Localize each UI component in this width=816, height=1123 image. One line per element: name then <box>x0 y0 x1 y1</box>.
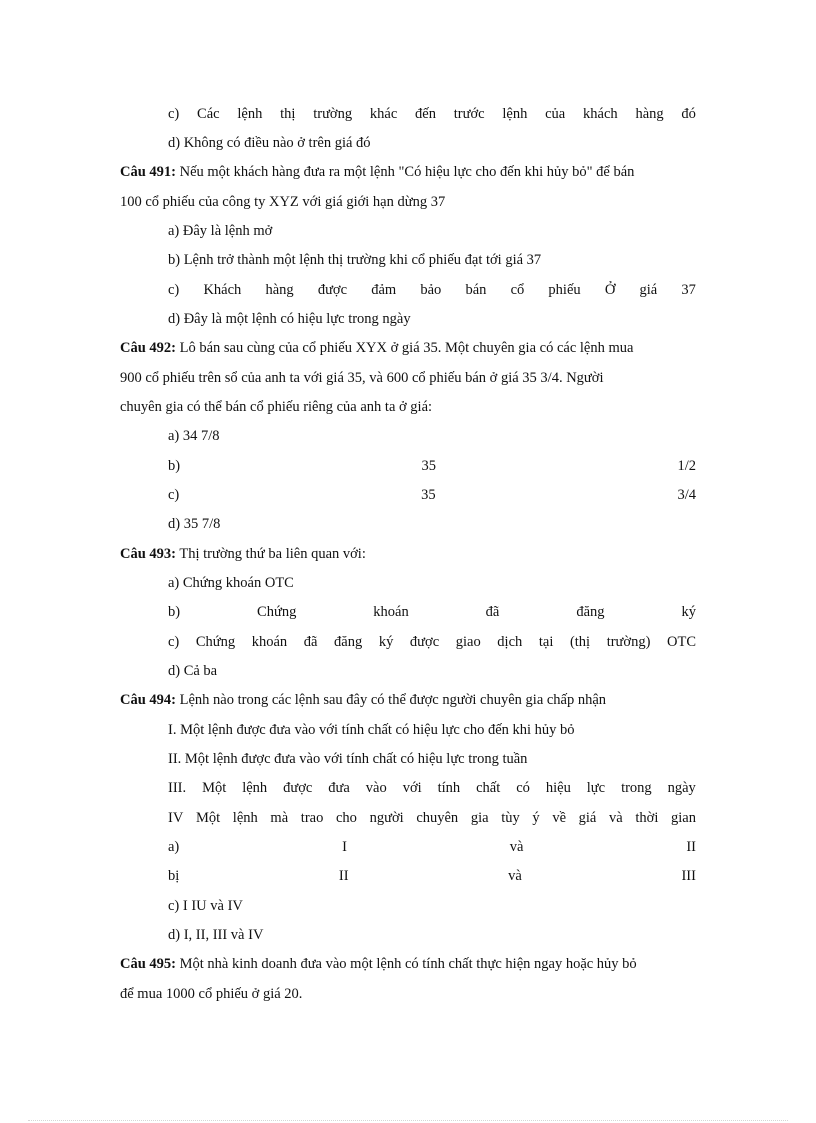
word: hàng <box>265 282 294 298</box>
word: cổ <box>510 282 525 298</box>
word: chất <box>476 780 501 796</box>
option-d-q494: d) I, II, III và IV <box>168 927 264 943</box>
word: ký <box>378 634 394 650</box>
word: giá <box>639 282 658 298</box>
option-b-q492 <box>168 455 696 477</box>
word: hàng <box>635 106 664 122</box>
statement-iii-q494 <box>168 777 696 799</box>
word: và <box>508 868 522 884</box>
word: về <box>552 810 566 826</box>
word: tính <box>437 780 461 796</box>
word: đến <box>415 106 436 122</box>
option-c-q493 <box>168 631 696 653</box>
word: c) <box>168 634 180 650</box>
option-a-q494 <box>168 836 696 858</box>
word: bị <box>168 868 180 884</box>
word: gia <box>470 810 489 826</box>
word: phiếu <box>548 282 581 298</box>
word: mà <box>270 810 289 826</box>
word: c) <box>168 106 180 122</box>
word: đó <box>681 106 696 122</box>
word: III. <box>168 780 187 796</box>
word: 35 <box>421 487 436 503</box>
question-text: Lô bán sau cùng của cổ phiếu XYX ở giá 35. Một chuyên gia có các lệnh mua <box>176 340 634 356</box>
word: ý <box>532 810 540 826</box>
word: b) <box>168 458 181 474</box>
word: 37 <box>681 282 696 298</box>
word: khoán <box>373 604 409 620</box>
word: lực <box>586 780 606 796</box>
word: c) <box>168 282 180 298</box>
word: trường <box>313 106 353 122</box>
word: trường) <box>606 634 651 650</box>
word: khoán <box>251 634 288 650</box>
statement-i-q494: I. Một lệnh được đưa vào với tính chất có hiệu lực cho đến khi hủy bỏ <box>168 722 575 738</box>
question-491 <box>120 161 696 183</box>
word: hiệu <box>545 780 571 796</box>
word: cho <box>336 810 357 826</box>
question-494 <box>120 689 696 711</box>
option-b-q494 <box>168 865 696 887</box>
word: khách <box>583 106 618 122</box>
word: 35 <box>421 458 437 474</box>
word: lệnh <box>242 780 268 796</box>
word: lệnh <box>237 106 263 122</box>
word: khác <box>369 106 398 122</box>
word: lệnh <box>232 810 258 826</box>
word: được <box>283 780 313 796</box>
word: IV <box>168 810 184 826</box>
word: giao <box>455 634 481 650</box>
word: ký <box>681 604 696 620</box>
word: tùy <box>501 810 520 826</box>
word: có <box>516 780 530 796</box>
question-label: Câu 495: <box>120 956 176 972</box>
option-d-q491: d) Đây là một lệnh có hiệu lực trong ngày <box>168 311 411 327</box>
word: Khách <box>203 282 242 298</box>
word: (thị <box>569 634 591 650</box>
word: trước <box>453 106 485 122</box>
word: giá <box>578 810 597 826</box>
option-c-q490 <box>168 103 696 125</box>
word: trong <box>621 780 652 796</box>
word: Chứng <box>257 604 297 620</box>
word: III <box>681 868 696 884</box>
question-label: Câu 493: <box>120 546 176 562</box>
question-491-cont: 100 cổ phiếu của công ty XYZ với giá giới hạn dừng 37 <box>120 194 446 210</box>
option-d-q492: d) 35 7/8 <box>168 516 221 532</box>
word: đăng <box>334 634 363 650</box>
statement-iv-q494 <box>168 807 696 829</box>
word: tại <box>538 634 554 650</box>
page-bottom-rule <box>28 1120 788 1121</box>
question-text: Nếu một khách hàng đưa ra một lệnh "Có hiệu lực cho đến khi hủy bỏ" để bán <box>176 164 635 180</box>
question-text: Thị trường thứ ba liên quan với: <box>176 546 366 562</box>
option-d-q490: d) Không có điều nào ở trên giá đó <box>168 135 371 151</box>
question-label: Câu 492: <box>120 340 176 356</box>
word: được <box>409 634 440 650</box>
word: đăng <box>576 604 605 620</box>
word: bán <box>465 282 487 298</box>
word: b) <box>168 604 181 620</box>
word: II <box>338 868 349 884</box>
word: đưa <box>328 780 350 796</box>
word: II <box>686 839 696 855</box>
word: a) <box>168 839 180 855</box>
question-label: Câu 491: <box>120 164 176 180</box>
statement-ii-q494: II. Một lệnh được đưa vào với tính chất có hiệu lực trong tuần <box>168 751 528 767</box>
word: c) <box>168 487 180 503</box>
option-b-q491: b) Lệnh trở thành một lệnh thị trường khi cổ phiếu đạt tới giá 37 <box>168 252 542 268</box>
word: và <box>509 839 524 855</box>
question-495-cont: để mua 1000 cổ phiếu ở giá 20. <box>120 986 303 1002</box>
option-c-q492 <box>168 484 696 506</box>
question-493 <box>120 543 696 565</box>
word: người <box>369 810 404 826</box>
question-label: Câu 494: <box>120 692 176 708</box>
word: thời <box>635 810 659 826</box>
word: Một <box>195 810 221 826</box>
question-492-cont-1: 900 cổ phiếu trên sổ của anh ta với giá 35, và 600 cổ phiếu bán ở giá 35 3/4. Người <box>120 370 604 386</box>
word: lệnh <box>502 106 528 122</box>
question-495 <box>120 953 696 975</box>
word: Các <box>197 106 220 122</box>
word: 3/4 <box>677 487 696 503</box>
word: OTC <box>667 634 696 650</box>
word: dịch <box>497 634 523 650</box>
word: Một <box>202 780 227 796</box>
word: 1/2 <box>677 458 696 474</box>
word: trao <box>300 810 324 826</box>
word: đã <box>485 604 500 620</box>
option-c-q494: c) I IU và IV <box>168 898 243 914</box>
word: được <box>317 282 348 298</box>
word: của <box>545 106 566 122</box>
word: I <box>342 839 347 855</box>
word: bảo <box>420 282 442 298</box>
option-a-q492: a) 34 7/8 <box>168 428 220 444</box>
question-text: Lệnh nào trong các lệnh sau đây có thể được người chuyên gia chấp nhận <box>176 692 607 708</box>
word: vào <box>365 780 387 796</box>
option-a-q491: a) Đây là lệnh mở <box>168 223 273 239</box>
question-492 <box>120 337 696 359</box>
word: Ở <box>604 282 616 298</box>
word: đảm <box>371 282 397 298</box>
word: chuyên <box>416 810 459 826</box>
question-492-cont-2: chuyên gia có thể bán cổ phiếu riêng của anh ta ở giá: <box>120 399 433 415</box>
word: và <box>609 810 623 826</box>
option-c-q491 <box>168 279 696 301</box>
word: đã <box>303 634 318 650</box>
word: ngày <box>667 780 696 796</box>
word: Chứng <box>195 634 236 650</box>
option-a-q493: a) Chứng khoán OTC <box>168 575 294 591</box>
word: với <box>402 780 422 796</box>
word: thị <box>280 106 296 122</box>
option-b-q493 <box>168 601 696 623</box>
question-text: Một nhà kinh doanh đưa vào một lệnh có tính chất thực hiện ngay hoặc hủy bỏ <box>176 956 637 972</box>
option-d-q493: d) Cả ba <box>168 663 218 679</box>
word: gian <box>671 810 696 826</box>
